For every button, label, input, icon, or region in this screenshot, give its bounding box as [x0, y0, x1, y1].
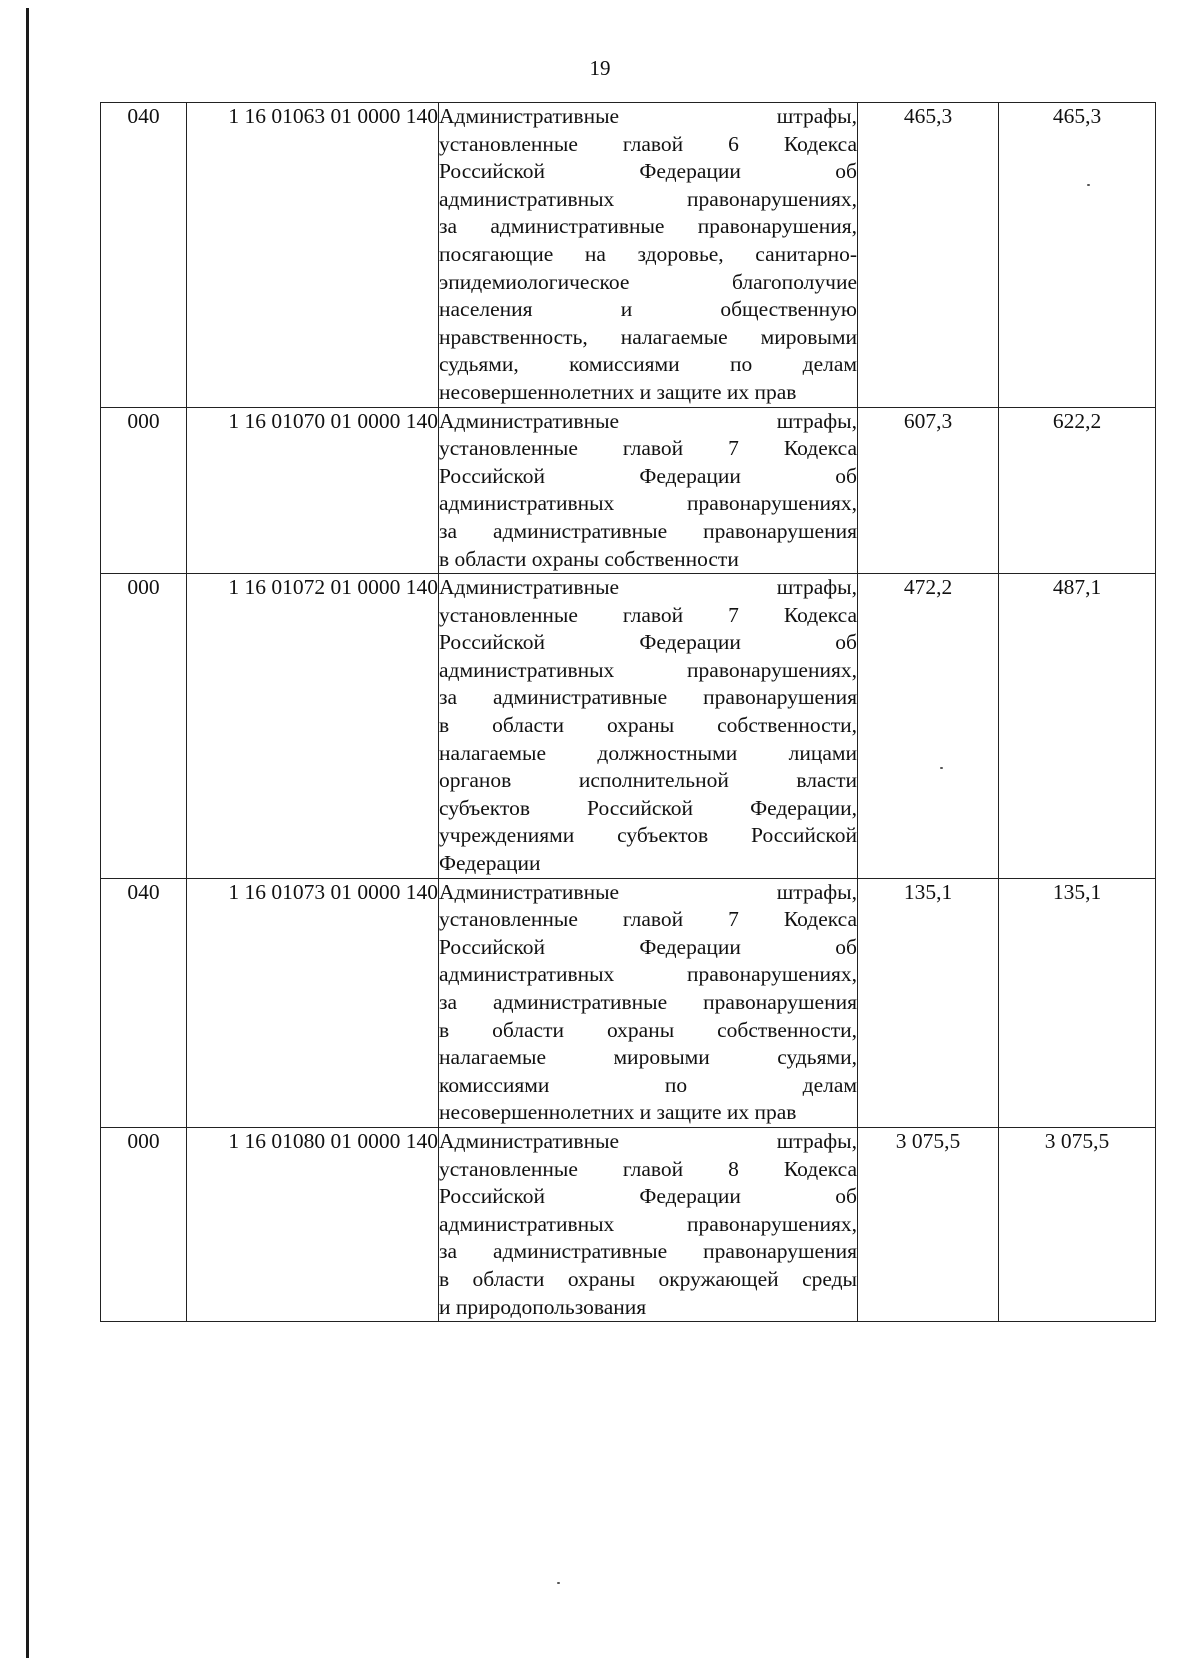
- revenue-name-line: административных правонарушениях,: [439, 1211, 857, 1236]
- revenue-name-line: Российской Федерации об: [439, 159, 857, 184]
- revenue-name-line: административных правонарушениях,: [439, 962, 857, 987]
- kbk-code-cell: 1 16 01080 01 0000 140: [187, 1127, 439, 1321]
- revenue-name-cell: [439, 878, 858, 1127]
- amount-year-2-cell: 465,3: [999, 103, 1156, 408]
- revenue-name-line: Российской Федерации об: [439, 463, 857, 488]
- revenue-name-line: административных правонарушениях,: [439, 491, 857, 516]
- revenue-name-line: населения и общественную: [439, 297, 857, 322]
- revenue-table: [100, 102, 1156, 1322]
- amount-year-1-cell: 135,1: [858, 878, 999, 1127]
- scan-speck: [940, 767, 943, 769]
- admin-code-cell: 000: [101, 407, 187, 574]
- admin-code-cell: 040: [101, 103, 187, 408]
- revenue-name-line: в области охраны собственности,: [439, 713, 857, 738]
- revenue-name-line: и природопользования: [439, 1294, 647, 1319]
- revenue-name-line: Российской Федерации об: [439, 630, 857, 655]
- revenue-name-line: комиссиями по делам: [439, 1072, 857, 1097]
- kbk-code-cell: 1 16 01072 01 0000 140: [187, 574, 439, 879]
- scan-margin-line: [26, 8, 29, 1658]
- revenue-name-line: установленные главой 7 Кодекса: [439, 602, 857, 627]
- table-row: [101, 103, 1156, 408]
- kbk-code-cell: 1 16 01063 01 0000 140: [187, 103, 439, 408]
- revenue-name-line: за административные правонарушения: [439, 685, 857, 710]
- revenue-name-line: налагаемые должностными лицами: [439, 740, 857, 765]
- revenue-name-line: нравственность, налагаемые мировыми: [439, 324, 857, 349]
- revenue-name-line: Административные штрафы,: [439, 575, 857, 600]
- amount-year-2-cell: 135,1: [999, 878, 1156, 1127]
- revenue-name-line: Административные штрафы,: [439, 879, 857, 904]
- revenue-name-line: эпидемиологическое благополучие: [439, 269, 857, 294]
- revenue-name-line: органов исполнительной власти: [439, 768, 857, 793]
- revenue-name-line: за административные правонарушения: [439, 518, 857, 543]
- revenue-table-body: [101, 103, 1156, 1322]
- revenue-name-line: Российской Федерации об: [439, 934, 857, 959]
- revenue-name-line: Административные штрафы,: [439, 1128, 857, 1153]
- scan-speck: [1087, 184, 1090, 186]
- revenue-name-line: несовершеннолетних и защите их прав: [439, 1100, 797, 1125]
- revenue-name-line: за административные правонарушения: [439, 1239, 857, 1264]
- revenue-name-line: судьями, комиссиями по делам: [439, 352, 857, 377]
- revenue-name-line: за административные правонарушения,: [439, 214, 857, 239]
- revenue-name-line: Федерации: [439, 851, 541, 876]
- admin-code-cell: 000: [101, 1127, 187, 1321]
- revenue-name-line: субъектов Российской Федерации,: [439, 795, 857, 820]
- table-row: [101, 878, 1156, 1127]
- revenue-name-line: в области охраны окружающей среды: [439, 1266, 857, 1291]
- revenue-name-line: учреждениями субъектов Российской: [439, 823, 857, 848]
- revenue-name-line: административных правонарушениях,: [439, 186, 857, 211]
- revenue-name-line: несовершеннолетних и защите их прав: [439, 379, 797, 404]
- admin-code-cell: 040: [101, 878, 187, 1127]
- amount-year-2-cell: 3 075,5: [999, 1127, 1156, 1321]
- amount-year-2-cell: 487,1: [999, 574, 1156, 879]
- scan-speck: [557, 1582, 560, 1584]
- table-row: [101, 1127, 1156, 1321]
- revenue-name-line: установленные главой 8 Кодекса: [439, 1156, 857, 1181]
- admin-code-cell: 000: [101, 574, 187, 879]
- revenue-name-line: посягающие на здоровье, санитарно-: [439, 241, 857, 266]
- revenue-name-line: за административные правонарушения: [439, 990, 857, 1014]
- revenue-name-line: установленные главой 7 Кодекса: [439, 436, 857, 461]
- revenue-name-line: Административные штрафы,: [439, 104, 857, 128]
- revenue-name-line: установленные главой 7 Кодекса: [439, 907, 857, 932]
- revenue-name-cell: [439, 1127, 858, 1321]
- revenue-name-line: в области охраны собственности: [439, 546, 739, 571]
- table-row: [101, 407, 1156, 574]
- amount-year-1-cell: 3 075,5: [858, 1127, 999, 1321]
- amount-year-1-cell: 472,2: [858, 574, 999, 879]
- revenue-name-line: установленные главой 6 Кодекса: [439, 131, 857, 156]
- revenue-name-cell: [439, 574, 858, 879]
- revenue-name-cell: [439, 407, 858, 574]
- revenue-name-cell: [439, 103, 858, 408]
- amount-year-1-cell: 465,3: [858, 103, 999, 408]
- revenue-name-line: налагаемые мировыми судьями,: [439, 1045, 857, 1070]
- revenue-name-line: Административные штрафы,: [439, 408, 857, 433]
- revenue-name-line: в области охраны собственности,: [439, 1017, 857, 1042]
- amount-year-2-cell: 622,2: [999, 407, 1156, 574]
- amount-year-1-cell: 607,3: [858, 407, 999, 574]
- revenue-name-line: Российской Федерации об: [439, 1184, 857, 1209]
- revenue-name-line: административных правонарушениях,: [439, 657, 857, 682]
- kbk-code-cell: 1 16 01073 01 0000 140: [187, 878, 439, 1127]
- kbk-code-cell: 1 16 01070 01 0000 140: [187, 407, 439, 574]
- table-row: [101, 574, 1156, 879]
- page-number: 19: [589, 56, 611, 80]
